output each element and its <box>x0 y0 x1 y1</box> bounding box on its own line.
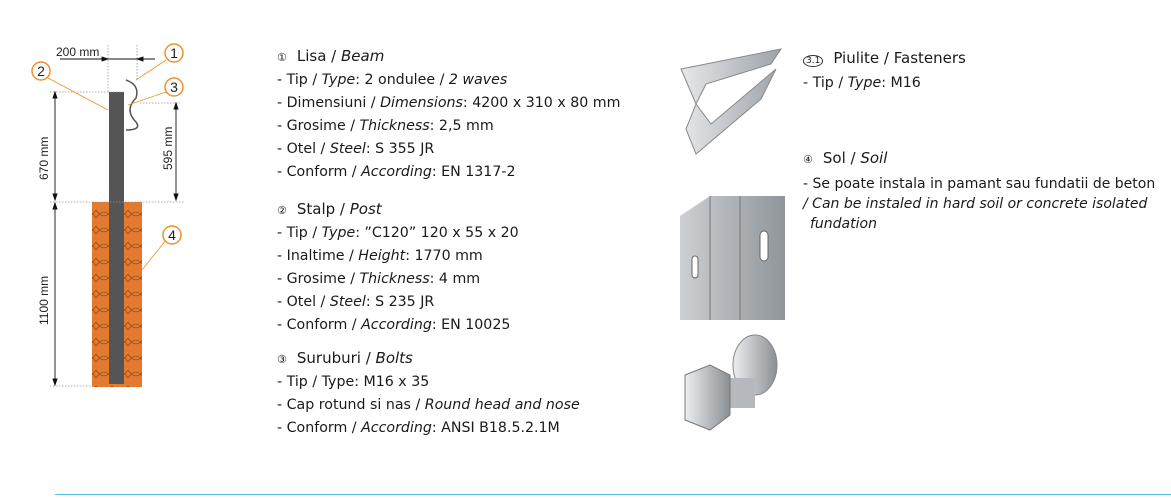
fasteners-title-text: Piulite / Fasteners <box>833 49 966 67</box>
section-title <box>277 198 519 222</box>
t: Dimensions <box>380 95 463 111</box>
t: : 2,5 mm <box>429 118 494 134</box>
dim-1100: 1100 mm <box>37 275 51 325</box>
t: 2 waves <box>448 72 508 88</box>
t: Steel <box>329 294 366 310</box>
spec-line <box>277 222 519 245</box>
t: Post <box>349 200 382 218</box>
spec-line <box>277 371 580 394</box>
beam-profile <box>126 80 138 130</box>
t: - Otel / <box>277 141 330 157</box>
spec-line <box>277 161 620 184</box>
t: - Conform / <box>277 164 362 180</box>
spec-line <box>277 245 519 268</box>
soil-title-it: Soil <box>860 149 888 167</box>
t: - Tip / Type: M16 x 35 <box>277 374 430 390</box>
t: - Conform / <box>277 317 362 333</box>
t: Stalp / <box>296 200 350 218</box>
soil-marker: ④ <box>803 153 813 166</box>
dim-670: 670 mm <box>37 136 51 180</box>
soil-line-1: - Se poate instala in pamant sau fundatii de beton <box>803 176 1156 192</box>
t: : ANSI B18.5.2.1M <box>431 420 560 436</box>
spec-section <box>277 347 580 440</box>
t: Suruburi / <box>296 349 376 367</box>
spec-line <box>277 394 580 417</box>
spec-section <box>277 198 519 337</box>
spec-line <box>277 138 620 161</box>
callout-3: 3 <box>170 79 178 95</box>
section-marker: ① <box>277 51 287 64</box>
t: According <box>361 164 432 180</box>
t: : EN 1317-2 <box>431 164 516 180</box>
t: : EN 10025 <box>431 317 511 333</box>
t: Thickness <box>359 271 430 287</box>
t: - Cap rotund si nas / <box>277 397 425 413</box>
t: - Otel / <box>277 294 330 310</box>
callout-1: 1 <box>170 45 178 61</box>
t: According <box>361 420 432 436</box>
beam-image <box>676 44 786 159</box>
spec-line <box>277 92 620 115</box>
t: Type <box>847 75 882 91</box>
t: - Conform / <box>277 420 362 436</box>
t: According <box>361 317 432 333</box>
section-title <box>277 45 620 69</box>
t: - Tip / <box>803 75 848 91</box>
t: Height <box>358 248 406 264</box>
t: : S 235 JR <box>365 294 435 310</box>
spec-line <box>277 417 580 440</box>
t: : ”C120” 120 x 55 x 20 <box>355 225 519 241</box>
t: - Inaltime / <box>277 248 359 264</box>
t: - Grosime / <box>277 271 360 287</box>
callout-2: 2 <box>37 63 45 79</box>
bottom-divider <box>55 494 1171 495</box>
t: - Dimensiuni / <box>277 95 381 111</box>
t: - Tip / <box>277 72 322 88</box>
section-marker: ② <box>277 204 287 217</box>
callout-4: 4 <box>168 227 176 243</box>
t: Type <box>321 72 356 88</box>
t: Beam <box>341 47 385 65</box>
section-title <box>277 347 580 371</box>
fasteners-marker: 3.1 <box>803 55 823 67</box>
dim-200: 200 mm <box>56 45 100 59</box>
t: Round head and nose <box>424 397 580 413</box>
spec-line <box>277 268 519 291</box>
t: Thickness <box>359 118 430 134</box>
fasteners-title <box>803 49 966 67</box>
post-image <box>680 196 785 320</box>
soil-title <box>803 149 887 167</box>
dim-595: 595 mm <box>161 126 175 170</box>
spec-line <box>277 69 620 92</box>
t: Type <box>321 225 356 241</box>
t: : 4 mm <box>429 271 481 287</box>
t: : 2 ondulee / <box>355 72 449 88</box>
installation-diagram <box>0 30 240 400</box>
section-marker: ③ <box>277 353 287 366</box>
soil-line-3: fundation <box>810 216 877 232</box>
t: Lisa / <box>296 47 341 65</box>
post <box>109 92 124 384</box>
spec-line <box>277 314 519 337</box>
t: : 1770 mm <box>405 248 483 264</box>
t: : 4200 x 310 x 80 mm <box>462 95 621 111</box>
t: : S 355 JR <box>365 141 435 157</box>
soil-line-2: / Can be instaled in hard soil or concrete isolated <box>803 196 1148 212</box>
t: : M16 <box>881 75 921 91</box>
fasteners-type <box>803 72 921 95</box>
spec-line <box>277 291 519 314</box>
t: Bolts <box>375 349 413 367</box>
bolt-image <box>680 330 785 440</box>
t: - Grosime / <box>277 118 360 134</box>
spec-line <box>277 115 620 138</box>
t: - Tip / <box>277 225 322 241</box>
soil-title-text: Sol / <box>822 149 861 167</box>
t: Steel <box>329 141 366 157</box>
spec-section <box>277 45 620 184</box>
